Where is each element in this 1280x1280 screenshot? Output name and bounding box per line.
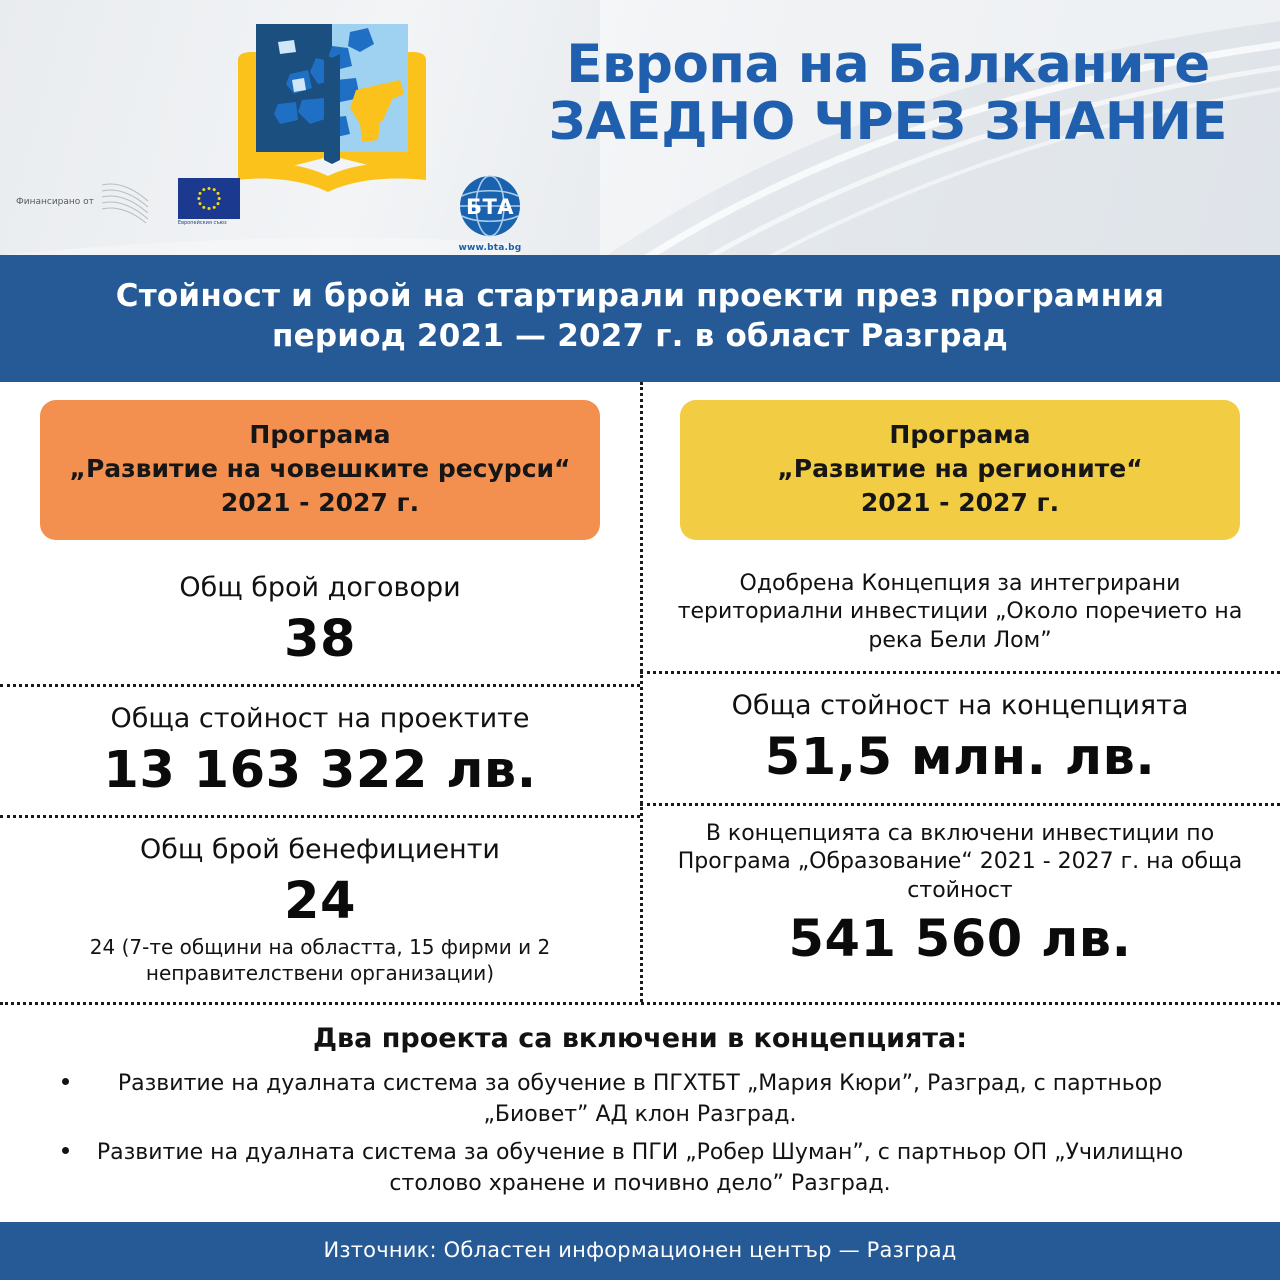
- header-banner: [0, 0, 1280, 255]
- brand-title-line-2: ЗАЕДНО ЧРЕЗ ЗНАНИЕ: [548, 92, 1228, 153]
- included-projects-list: [40, 1068, 1240, 1205]
- bta-globe-icon: [458, 174, 522, 238]
- included-projects-heading: Два проекта са включени в концепцията:: [313, 1023, 967, 1055]
- svg-text:БТА: БТА: [465, 195, 515, 219]
- source-footer: Източник: Областен информационен център — Разград: [0, 1222, 1280, 1280]
- page-title: Стойност и брой на стартирали проекти през програмния период 2021 — 2027 г. в област Разград: [0, 255, 1280, 382]
- list-item-text: Развитие на дуалната система за обучение в ПГИ „Робер Шуман”, с партньор ОП „Училищно столово хранене и почивно дело” Разград.: [96, 1139, 1184, 1196]
- stat-value-education-investments: 541 560 лв.: [788, 910, 1132, 970]
- book-icon: [232, 18, 432, 198]
- bullet-dot-icon: [62, 1078, 69, 1085]
- stat-label-projects-value: Обща стойност на проектите: [110, 702, 530, 734]
- included-projects-section: [0, 1002, 1280, 1222]
- stat-value-beneficiaries: 24: [284, 872, 356, 932]
- stat-cell-contracts: [0, 556, 640, 684]
- brand-title: [548, 34, 1228, 153]
- program-box-right-line-3: 2021 - 2027 г.: [860, 487, 1060, 517]
- brand-title-line-1: Европа на Балканите: [566, 34, 1210, 95]
- program-comparison-grid: [0, 382, 1280, 1002]
- program-box-right-line-2: „Развитие на регионите“: [777, 454, 1143, 484]
- program-header-box-left: [40, 400, 600, 539]
- stat-label-approved-concept: Одобрена Концепция за интегрирани териториални инвестиции „Около поречието на река Бели Лом”: [677, 570, 1243, 653]
- program-header-box-right: [680, 400, 1240, 539]
- program-box-cell-left: [0, 390, 640, 555]
- eu-flag-icon: [178, 178, 240, 219]
- bta-logo: [440, 174, 540, 253]
- stat-cell-concept-value: [640, 671, 1280, 802]
- stat-label-education-investments: В концепцията са включени инвестиции по Програма „Образование“ 2021 - 2027 г. на обща стойност: [677, 820, 1243, 903]
- stat-value-concept-value: 51,5 млн. лв.: [764, 728, 1156, 788]
- stat-cell-approved-concept: [640, 556, 1280, 672]
- eu-ribbon-decoration: [100, 179, 166, 225]
- stat-value-contracts: 38: [284, 609, 356, 669]
- column-regions: [640, 390, 1280, 1002]
- list-item-text: Развитие на дуалната система за обучение в ПГХТБТ „Мария Кюри”, Разград, с партньор „Биовет” АД клон Разград.: [117, 1071, 1163, 1128]
- program-box-left-line-2: „Развитие на човешките ресурси“: [69, 454, 571, 484]
- stat-value-projects-value: 13 163 322 лв.: [103, 740, 537, 800]
- eu-flag-caption: Европейския съюз: [177, 220, 227, 226]
- stat-cell-projects-value: [0, 684, 640, 815]
- program-box-right-line-1: Програма: [889, 420, 1031, 450]
- stat-cell-beneficiaries: [0, 815, 640, 1002]
- stat-label-contracts: Общ брой договори: [179, 571, 461, 603]
- eu-funding-label: Финансирано от: [16, 197, 94, 208]
- program-box-left-line-3: 2021 - 2027 г.: [220, 487, 420, 517]
- stat-cell-education-investments: [640, 803, 1280, 1003]
- list-item: [40, 1068, 1240, 1136]
- book-europe-logo: [232, 18, 432, 198]
- program-box-left-line-1: Програма: [249, 420, 391, 450]
- eu-flag-block: [172, 178, 246, 226]
- list-item: [40, 1137, 1240, 1205]
- program-box-cell-right: [640, 390, 1280, 555]
- bta-url-label: www.bta.bg: [458, 243, 522, 253]
- bullet-dot-icon: [62, 1147, 69, 1154]
- stat-note-beneficiaries: 24 (7-те общини на областта, 15 фирми и 2 неправителствени организации): [89, 935, 551, 986]
- stat-label-beneficiaries: Общ брой бенефициенти: [140, 834, 500, 865]
- eu-funding-logo: [16, 178, 246, 226]
- stat-label-concept-value: Обща стойност на концепцията: [731, 690, 1189, 722]
- column-human-resources: [0, 390, 640, 1002]
